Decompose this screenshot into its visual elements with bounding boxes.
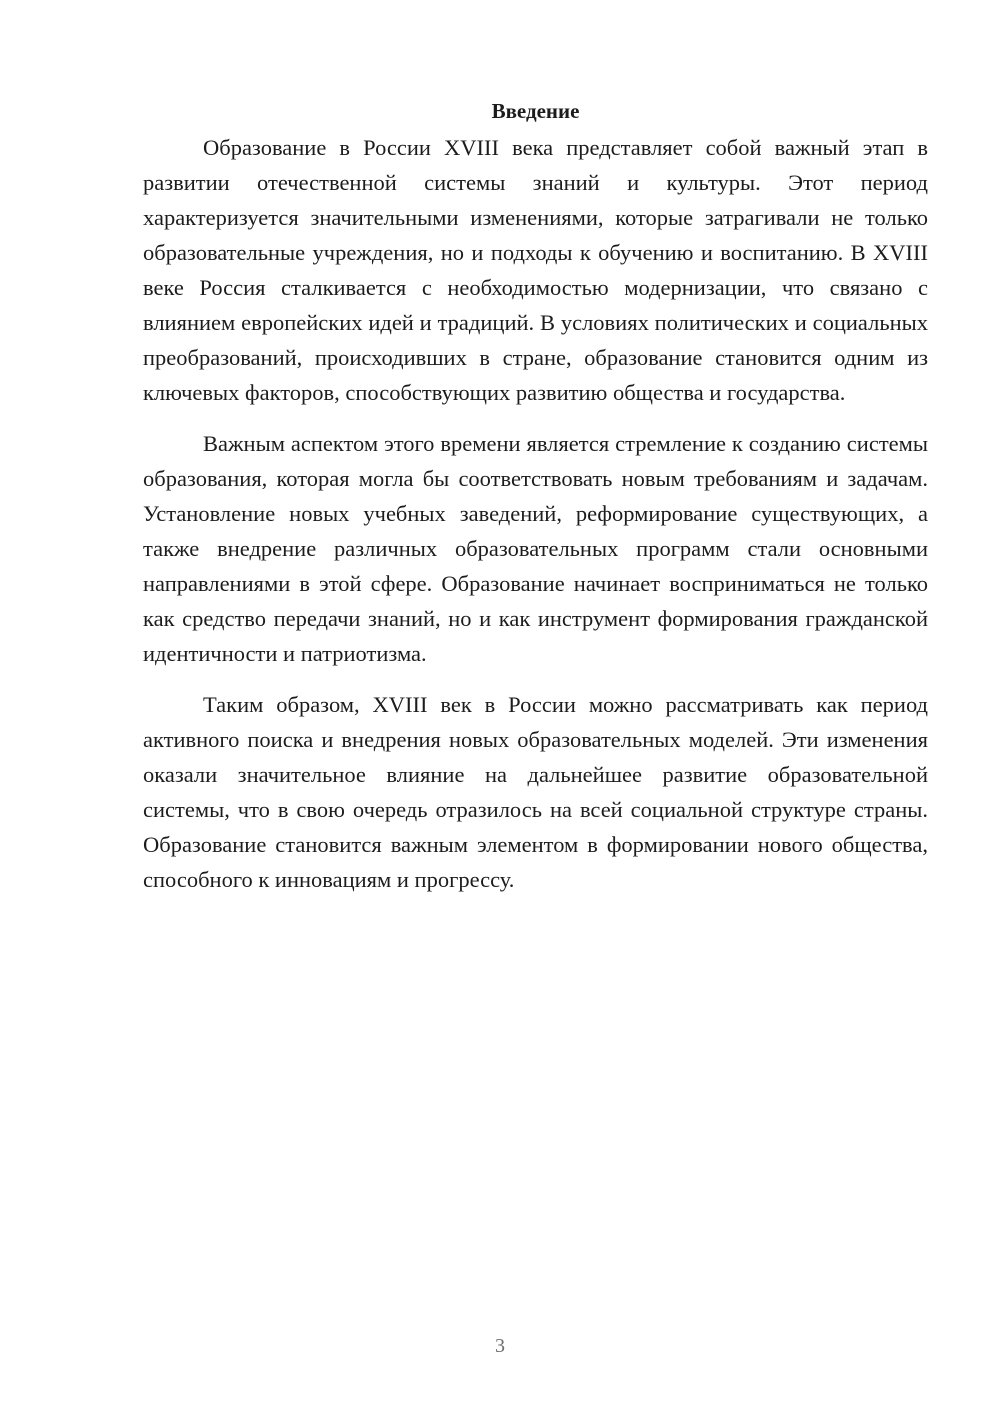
paragraph-2: Важным аспектом этого времени является стремление к созданию системы образования, которая могла бы соответствовать новым требованиям и задачам. Установление новых учебных заведений, реформирование существующих, а также внедрение различных образовательных программ стали основными направлениями в этой сфере. Образование начинает восприниматься не только как средство передачи знаний, но и как инструмент формирования гражданской идентичности и патриотизма. (143, 431, 928, 666)
section-title: Введение (491, 99, 580, 123)
page-content (143, 96, 928, 913)
paragraph-1: Образование в России XVIII века представляет собой важный этап в развитии отечественной системы знаний и культуры. Этот период характеризуется значительными изменениями, которые затрагивали не только образовательные учреждения, но и подходы к обучению и воспитанию. В XVIII веке Россия сталкивается с необходимостью модернизации, что связано с влиянием европейских идей и традиций. В условиях политических и социальных преобразований, происходивших в стране, образование становится одним из ключевых факторов, способствующих развитию общества и государства. (143, 135, 928, 405)
paragraph-3: Таким образом, XVIII век в России можно рассматривать как период активного поиска и внедрения новых образовательных моделей. Эти изменения оказали значительное влияние на дальнейшее развитие образовательной системы, что в свою очередь отразилось на всей социальной структуре страны. Образование становится важным элементом в формировании нового общества, способного к инновациям и прогрессу. (143, 692, 928, 892)
page-number: 3 (495, 1335, 505, 1357)
